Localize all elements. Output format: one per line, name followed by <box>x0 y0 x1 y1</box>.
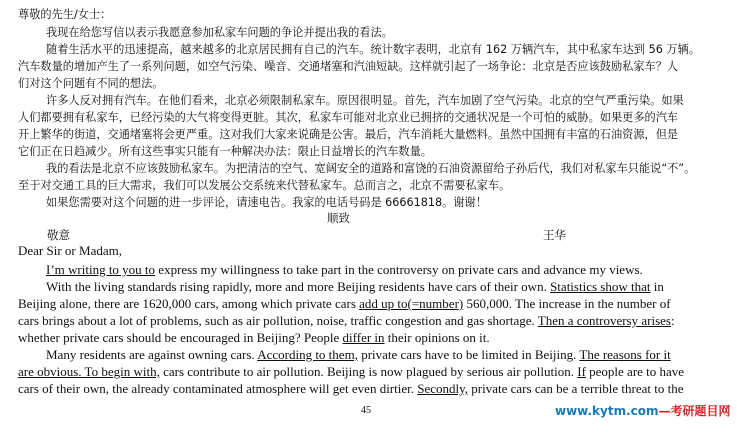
cn-line-10: 至于对交通工具的巨大需求，我们可以发展公交系统来代替私家车。总而言之，北京不需要私家车。 <box>18 179 511 192</box>
en-text: : <box>670 313 675 328</box>
cn-line-5: 许多人反对拥有汽车。在他们看来，北京必须限制私家车。原因很明显。首先，汽车加剧了空气污染。北京的空气严重污染。如果 <box>46 94 684 107</box>
cn-line-4: 们对这个问题有不同的想法。 <box>18 77 164 90</box>
en-p2-line-1 <box>18 278 729 295</box>
en-salutation: Dear Sir or Madam, <box>18 243 122 258</box>
cn-salutation: 尊敬的先生/女士： <box>18 8 112 21</box>
cn-line-7: 开上繁华的街道，交通堵塞将会更严重。这对我们大家来说确是公害。最后，汽车消耗大量燃料。虽然中国拥有丰富的石油资源，但是 <box>18 128 679 141</box>
en-underline: According to them, <box>257 347 358 362</box>
en-text: whether private cars should be encouraged in Beijing? People <box>18 330 343 345</box>
en-text: express my willingness to take part in the controversy on private cars and advance my views. <box>155 262 643 277</box>
en-text: people are to have <box>585 364 685 379</box>
en-text: cars brings about a lot of problems, such as air pollution, noise, traffic congestion and gas shortage. <box>18 313 538 328</box>
en-text: Beijing alone, there are 1620,000 cars, among which private cars <box>18 296 360 311</box>
en-p3-line-1 <box>18 346 729 363</box>
en-text: in <box>650 279 664 294</box>
cn-line-11: 如果您需要对这个问题的进一步评论，请速电告。我家的电话号码是 66661818。谢谢！ <box>46 196 487 209</box>
en-text: private cars have to be limited in Beijing. <box>357 347 580 362</box>
en-text: cars of their own, the already contaminated atmosphere will get even dirtier. <box>18 381 418 396</box>
en-text: their opinions on it. <box>384 330 490 345</box>
cn-closing: 顺致 <box>327 211 350 225</box>
en-underline: Secondly, <box>417 381 469 396</box>
cn-signature: 王华 <box>543 228 566 242</box>
en-underline: I’m writing to you to <box>46 262 156 277</box>
en-text: private cars can be a terrible threat to the <box>468 381 684 396</box>
watermark-url[interactable]: www.kytm.com <box>555 404 659 418</box>
en-underline: differ in <box>342 330 385 345</box>
en-text: cars contribute to air pollution. Beijing is now plagued by serious air pollution. <box>159 364 578 379</box>
en-p2-line-3 <box>18 312 729 329</box>
en-text: With the living standards rising rapidly, more and more Beijing residents have cars of their own. <box>46 279 551 294</box>
en-p2-line-2 <box>18 295 729 312</box>
watermark-site-name: 考研题目网 <box>670 404 731 418</box>
en-p3-line-3 <box>18 380 729 397</box>
en-p1-line-1 <box>18 261 729 278</box>
en-text: Many residents are against owning cars. <box>46 347 258 362</box>
watermark[interactable] <box>555 402 731 419</box>
en-underline: are obvious. To begin with, <box>18 364 160 379</box>
cn-line-8: 它们正在日趋减少。所有这些事实只能有一种解决办法：限止日益增长的汽车数量。 <box>18 145 432 158</box>
cn-respect: 敬意 <box>47 228 70 242</box>
cn-line-9: 我的看法是北京不应该鼓励私家车。为把清洁的空气、宽阔安全的道路和富饶的石油资源留给子孙后代，我们对私家车只能说“不”。 <box>46 162 696 175</box>
cn-line-3: 汽车数量的增加产生了一系列问题，如空气污染、噪音、交通堵塞和汽油短缺。这样就引起了一场争论：北京是否应该鼓励私家车？人 <box>18 60 679 73</box>
cn-line-2: 随着生活水平的迅速提高，越来越多的北京居民拥有自己的汽车。统计数字表明，北京有 162 万辆汽车，其中私家车达到 56 万辆。 <box>46 43 700 56</box>
cn-line-6: 人们都要拥有私家车，已经污染的大气将变得更脏。其次，私家车可能对北京业已拥挤的交通状况是一个可怕的威胁。如果更多的汽车 <box>18 111 679 124</box>
en-underline: add up to(=number) <box>359 296 464 311</box>
en-underline: If <box>577 364 586 379</box>
page-number: 45 <box>361 405 371 416</box>
cn-line-1: 我现在给您写信以表示我愿意参加私家车问题的争论并提出我的看法。 <box>46 26 393 39</box>
en-text: 560,000. The increase in the number of <box>463 296 671 311</box>
en-p2-line-4 <box>18 329 729 346</box>
en-underline: Statistics show that <box>550 279 651 294</box>
en-p3-line-2 <box>18 363 729 380</box>
en-underline: The reasons for it <box>579 347 671 362</box>
watermark-dash: — <box>658 404 671 418</box>
en-underline: Then a controversy arises <box>537 313 671 328</box>
